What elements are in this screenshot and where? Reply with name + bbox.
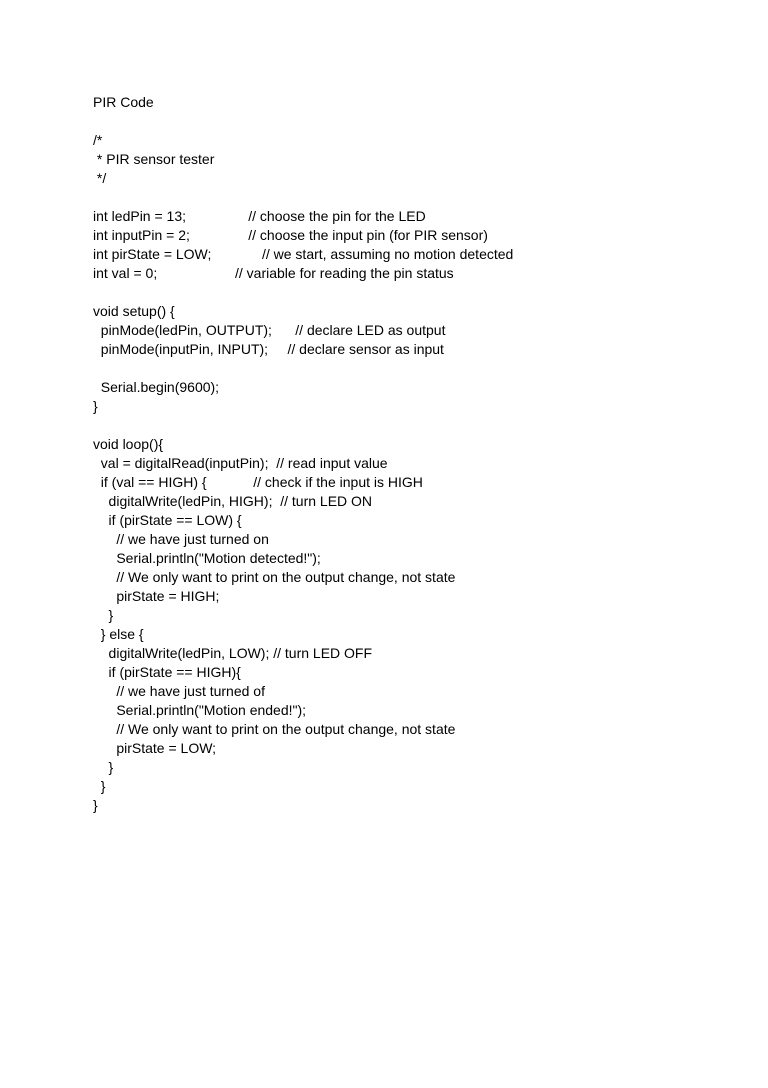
code-line: } else { — [93, 626, 144, 642]
code-line: } — [93, 778, 106, 794]
code-line — [93, 283, 733, 302]
code-line: int val = 0; // variable for reading the pin status — [93, 265, 454, 281]
code-line: /* — [93, 132, 103, 148]
code-line: digitalWrite(ledPin, LOW); // turn LED OFF — [93, 645, 373, 661]
code-line: Serial.begin(9600); — [93, 379, 220, 395]
code-line: pinMode(ledPin, OUTPUT); // declare LED as output — [93, 322, 446, 338]
code-line: // we have just turned of — [93, 683, 265, 699]
code-line: val = digitalRead(inputPin); // read input value — [93, 455, 388, 471]
code-line: int inputPin = 2; // choose the input pin (for PIR sensor) — [93, 227, 488, 243]
code-line: // We only want to print on the output change, not state — [93, 721, 456, 737]
code-line: pirState = HIGH; — [93, 588, 220, 604]
code-line: pinMode(inputPin, INPUT); // declare sensor as input — [93, 341, 444, 357]
code-line: void loop(){ — [93, 436, 164, 452]
code-line: if (val == HIGH) { // check if the input is HIGH — [93, 474, 423, 490]
code-line: */ — [93, 170, 107, 186]
code-line: // We only want to print on the output change, not state — [93, 569, 456, 585]
code-line: digitalWrite(ledPin, HIGH); // turn LED ON — [93, 493, 373, 509]
code-line: // we have just turned on — [93, 531, 269, 547]
code-line: } — [93, 607, 114, 623]
code-line: pirState = LOW; — [93, 740, 217, 756]
code-line: if (pirState == HIGH){ — [93, 664, 241, 680]
code-line — [93, 188, 733, 207]
code-line: void setup() { — [93, 303, 175, 319]
document-title: PIR Code — [93, 94, 154, 110]
code-line: } — [93, 398, 98, 414]
code-line: * PIR sensor tester — [93, 151, 215, 167]
code-line — [93, 416, 733, 435]
code-line: } — [93, 759, 114, 775]
code-line: if (pirState == LOW) { — [93, 512, 242, 528]
code-line: int ledPin = 13; // choose the pin for the LED — [93, 208, 426, 224]
code-listing — [93, 131, 733, 815]
code-line — [93, 359, 733, 378]
code-line: Serial.println("Motion detected!"); — [93, 550, 321, 566]
code-line: } — [93, 797, 98, 813]
code-line: int pirState = LOW; // we start, assuming no motion detected — [93, 246, 514, 262]
code-line: Serial.println("Motion ended!"); — [93, 702, 307, 718]
